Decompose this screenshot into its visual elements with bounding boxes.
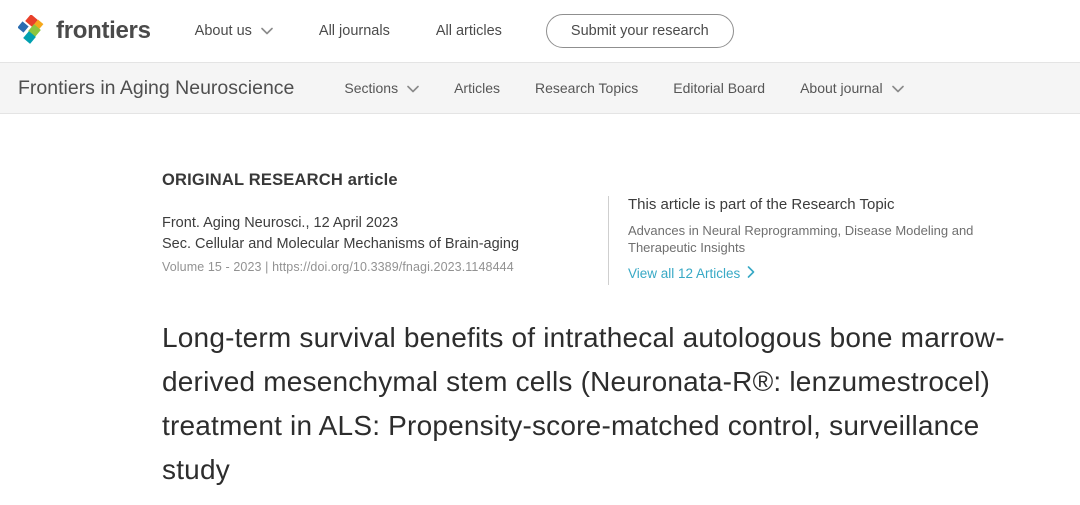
frontiers-logo-icon — [18, 15, 48, 47]
article-meta-row — [162, 171, 1030, 285]
nav-item-all-articles-label: All articles — [435, 23, 502, 39]
nav-item-articles-label: Articles — [454, 80, 500, 96]
top-nav-links — [195, 23, 502, 39]
chevron-down-icon — [892, 80, 904, 96]
chevron-down-icon — [261, 23, 273, 39]
citation-block — [162, 213, 608, 274]
view-all-articles-label: View all 12 Articles — [628, 266, 741, 281]
top-nav — [0, 0, 1080, 62]
article-section: Sec. Cellular and Molecular Mechanisms of Brain-aging — [162, 236, 520, 252]
nav-item-editorial-board-label: Editorial Board — [673, 80, 766, 96]
nav-item-research-topics[interactable] — [535, 80, 638, 96]
nav-item-articles[interactable] — [454, 80, 500, 96]
nav-item-sections[interactable] — [344, 80, 419, 96]
journal-nav — [344, 80, 903, 96]
article-type-label: ORIGINAL RESEARCH article — [162, 171, 398, 189]
article-volume-doi: Volume 15 - 2023 | https://doi.org/10.3389/fnagi.2023.1148444 — [162, 260, 514, 274]
nav-item-all-articles[interactable] — [436, 23, 502, 39]
nav-item-about-journal-label: About journal — [800, 80, 883, 96]
chevron-right-icon — [747, 266, 755, 281]
nav-item-editorial-board[interactable] — [673, 80, 765, 96]
frontiers-wordmark: frontiers — [56, 17, 151, 44]
nav-item-about-us[interactable] — [195, 23, 273, 39]
chevron-down-icon — [407, 80, 419, 96]
article-title: Long-term survival benefits of intrathecal autologous bone marrow-derived mesenchymal stem cells (Neuronata-R®: lenzumestrocel) treatment in ALS: Propensity-score-matched control, surveillance study — [162, 322, 1005, 485]
submit-research-button[interactable]: Submit your research — [546, 14, 734, 48]
research-topic-box — [608, 196, 1018, 285]
nav-item-all-journals[interactable] — [319, 23, 390, 39]
article-meta — [162, 171, 608, 274]
article-header — [0, 114, 1080, 492]
article-citation: Front. Aging Neurosci., 12 April 2023 — [162, 215, 399, 231]
nav-item-research-topics-label: Research Topics — [535, 80, 639, 96]
nav-item-all-journals-label: All journals — [318, 23, 390, 39]
nav-item-sections-label: Sections — [344, 80, 399, 96]
nav-item-about-us-label: About us — [194, 23, 252, 39]
nav-item-about-journal[interactable] — [800, 80, 904, 96]
frontiers-logo[interactable] — [18, 15, 151, 47]
journal-title-link[interactable]: Frontiers in Aging Neuroscience — [18, 76, 295, 99]
research-topic-title: Advances in Neural Reprogramming, Disease Modeling and Therapeutic Insights — [628, 223, 974, 255]
research-topic-heading: This article is part of the Research Topic — [628, 196, 895, 213]
journal-bar — [0, 62, 1080, 114]
view-all-articles-link[interactable] — [628, 266, 755, 281]
